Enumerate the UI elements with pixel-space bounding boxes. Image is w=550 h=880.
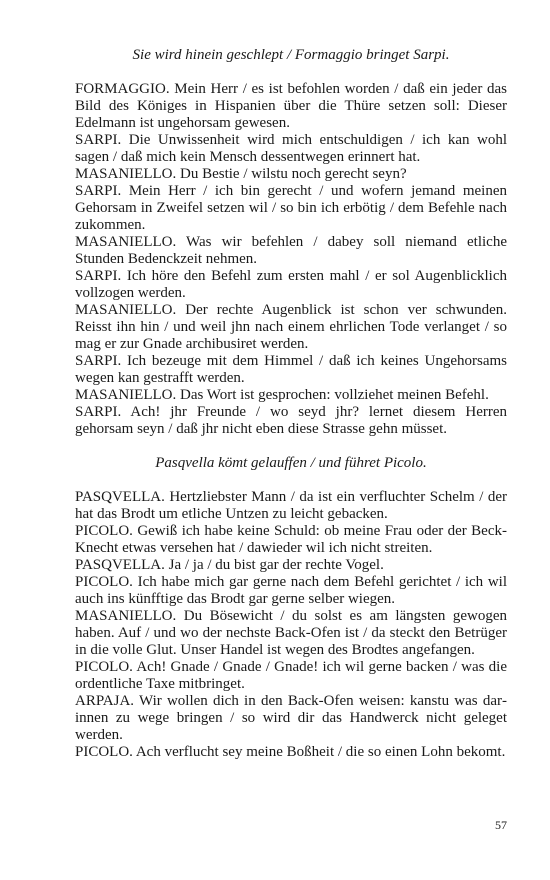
stage-direction: Sie wird hinein geschlept / Formaggio bringet Sarpi. xyxy=(132,47,450,63)
page-body xyxy=(75,47,507,761)
speech-line: PASQVELLA. Hertzliebster Mann / da ist ein verfluchter Schelm / der hat das Brodt um etliche Untzen zu leicht gebacken. xyxy=(75,489,507,522)
speech-line: SARPI. Ich höre den Befehl zum ersten mahl / er sol Augenblicklich vollzogen werden. xyxy=(75,268,507,301)
speech-line: PICOLO. Ich habe mich gar gerne nach dem Befehl gerichtet / ich wil auch ins künfftige das Brodt gar gerne selber wiegen. xyxy=(75,574,507,607)
speech-line: FORMAGGIO. Mein Herr / es ist befohlen worden / daß ein jeder das Bild des Königes in Hispanien über die Thüre setzen soll: Dieser Edelmann ist ungehorsam gewesen. xyxy=(75,81,507,131)
speech-line: PICOLO. Ach verflucht sey meine Boßheit / die so einen Lohn bekomt. xyxy=(75,744,506,760)
speech-line: ARPAJA. Wir wollen dich in den Back-Ofen weisen: kanstu was darinnen zu wege bringen / so wird dir das Handwerck nicht geleget werden. xyxy=(75,693,507,743)
speech-line: SARPI. Die Unwissenheit wird mich entschuldigen / ich kan wohl sagen / daß mich kein Mensch dessentwegen erinnert hat. xyxy=(75,132,507,165)
dialogue-block-2 xyxy=(75,489,507,761)
page-number: 57 xyxy=(495,818,507,832)
speech-line: MASANIELLO. Der rechte Augenblick ist schon ver schwunden. Reisst ihn hin / und weil jhn nach einem ehrlichen Tode verlanget / so mag er zur Gnade archibusiret werden. xyxy=(75,302,507,352)
speech-line: MASANIELLO. Das Wort ist gesprochen: vollziehet meinen Befehl. xyxy=(75,387,489,403)
speech-line: PASQVELLA. Ja / ja / du bist gar der rechte Vogel. xyxy=(75,557,384,573)
speech-line: MASANIELLO. Du Bestie / wilstu noch gerecht seyn? xyxy=(75,166,407,182)
speech-line: SARPI. Mein Herr / ich bin gerecht / und wofern jemand meinen Gehorsam in Zweifel setzen wil / so bin ich erbötig / dem Befehle nach zukommen. xyxy=(75,183,507,233)
dialogue-block-1 xyxy=(75,81,507,438)
speech-line: SARPI. Ach! jhr Freunde / wo seyd jhr? lernet diesem Herren gehorsam seyn / daß jhr nicht eben diese Strasse gehn müsset. xyxy=(75,404,507,437)
speech-line: MASANIELLO. Was wir befehlen / dabey soll niemand etliche Stunden Bedenckzeit nehmen. xyxy=(75,234,507,267)
speech-line: PICOLO. Ach! Gnade / Gnade / Gnade! ich wil gerne backen / was die ordentliche Taxe mitbringet. xyxy=(75,659,507,692)
speech-line: SARPI. Ich bezeuge mit dem Himmel / daß ich keines Ungehorsams wegen kan gestrafft werden. xyxy=(75,353,507,386)
speech-line: PICOLO. Gewiß ich habe keine Schuld: ob meine Frau oder der Beck-Knecht etwas versehen hat / dawieder wil ich nicht streiten. xyxy=(75,523,507,556)
speech-line: MASANIELLO. Du Bösewicht / du solst es am längsten gewogen haben. Auf / und wo der nechste Back-Ofen ist / da steckt den Betrüger in die volle Glut. Unser Handel ist wegen des Brodtes angefangen. xyxy=(75,608,507,658)
stage-direction: Pasqvella kömt gelauffen / und führet Picolo. xyxy=(155,455,427,471)
